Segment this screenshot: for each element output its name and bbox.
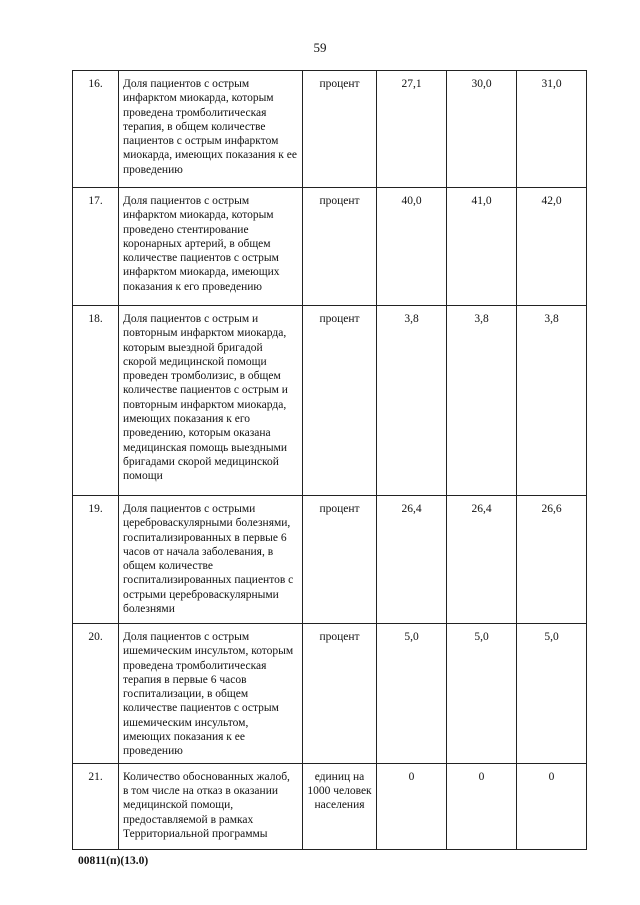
indicator-name: Количество обоснованных жалоб, в том числе на отказ в оказании медицинской помощи, предоставляемой в рамках Территориальной программы [119,763,303,849]
row-number: 19. [73,496,119,624]
indicator-name: Доля пациентов с острым и повторным инфарктом миокарда, которым выездной бригадой скорой медицинской помощи проведен тромболизис, в общем количестве пациентов с острым и повторным инфарктом миокарда, имеющих показания к его проведению, которым оказана медицинская помощь выездными бригадами скорой медицинской помощи [119,306,303,496]
row-number: 21. [73,763,119,849]
unit-of-measure: процент [303,624,377,764]
indicator-name: Доля пациентов с острыми цереброваскулярными болезнями, госпитализированных в первые 6 часов от начала заболевания, в общем количестве госпитализированных пациентов с острыми цереброваскулярными болезнями [119,496,303,624]
row-number: 18. [73,306,119,496]
table-row [73,71,587,188]
table-row [73,763,587,849]
value-year-2: 26,4 [447,496,517,624]
table-row [73,496,587,624]
page-number: 59 [313,40,327,55]
table-row [73,188,587,306]
unit-of-measure: процент [303,306,377,496]
unit-of-measure: процент [303,496,377,624]
row-number: 20. [73,624,119,764]
value-year-3: 3,8 [517,306,587,496]
value-year-2: 5,0 [447,624,517,764]
unit-of-measure: единиц на 1000 человек населения [303,763,377,849]
unit-of-measure: процент [303,188,377,306]
value-year-1: 26,4 [377,496,447,624]
indicator-name: Доля пациентов с острым ишемическим инсультом, которым проведена тромболитическая терапия в первые 6 часов госпитализации, в общем количестве пациентов с острым ишемическим инсультом, имеющих показания к ее проведению [119,624,303,764]
value-year-2: 30,0 [447,71,517,188]
value-year-3: 26,6 [517,496,587,624]
row-number: 17. [73,188,119,306]
value-year-1: 0 [377,763,447,849]
indicator-name: Доля пациентов с острым инфарктом миокарда, которым проведена тромболитическая терапия, в общем количестве пациентов с острым инфарктом миокарда, имеющих показания к ее проведению [119,71,303,188]
value-year-2: 3,8 [447,306,517,496]
row-number: 16. [73,71,119,188]
value-year-1: 5,0 [377,624,447,764]
value-year-1: 40,0 [377,188,447,306]
value-year-3: 42,0 [517,188,587,306]
value-year-1: 27,1 [377,71,447,188]
indicator-name: Доля пациентов с острым инфарктом миокарда, которым проведено стентирование коронарных артерий, в общем количестве пациентов с острым инфарктом миокарда, имеющих показания к его проведению [119,188,303,306]
document-code: 00811(п)(13.0) [78,855,149,867]
unit-of-measure: процент [303,71,377,188]
value-year-2: 41,0 [447,188,517,306]
value-year-3: 0 [517,763,587,849]
value-year-1: 3,8 [377,306,447,496]
value-year-3: 31,0 [517,71,587,188]
table-row [73,624,587,764]
value-year-2: 0 [447,763,517,849]
value-year-3: 5,0 [517,624,587,764]
indicators-table [72,70,587,850]
table-row [73,306,587,496]
